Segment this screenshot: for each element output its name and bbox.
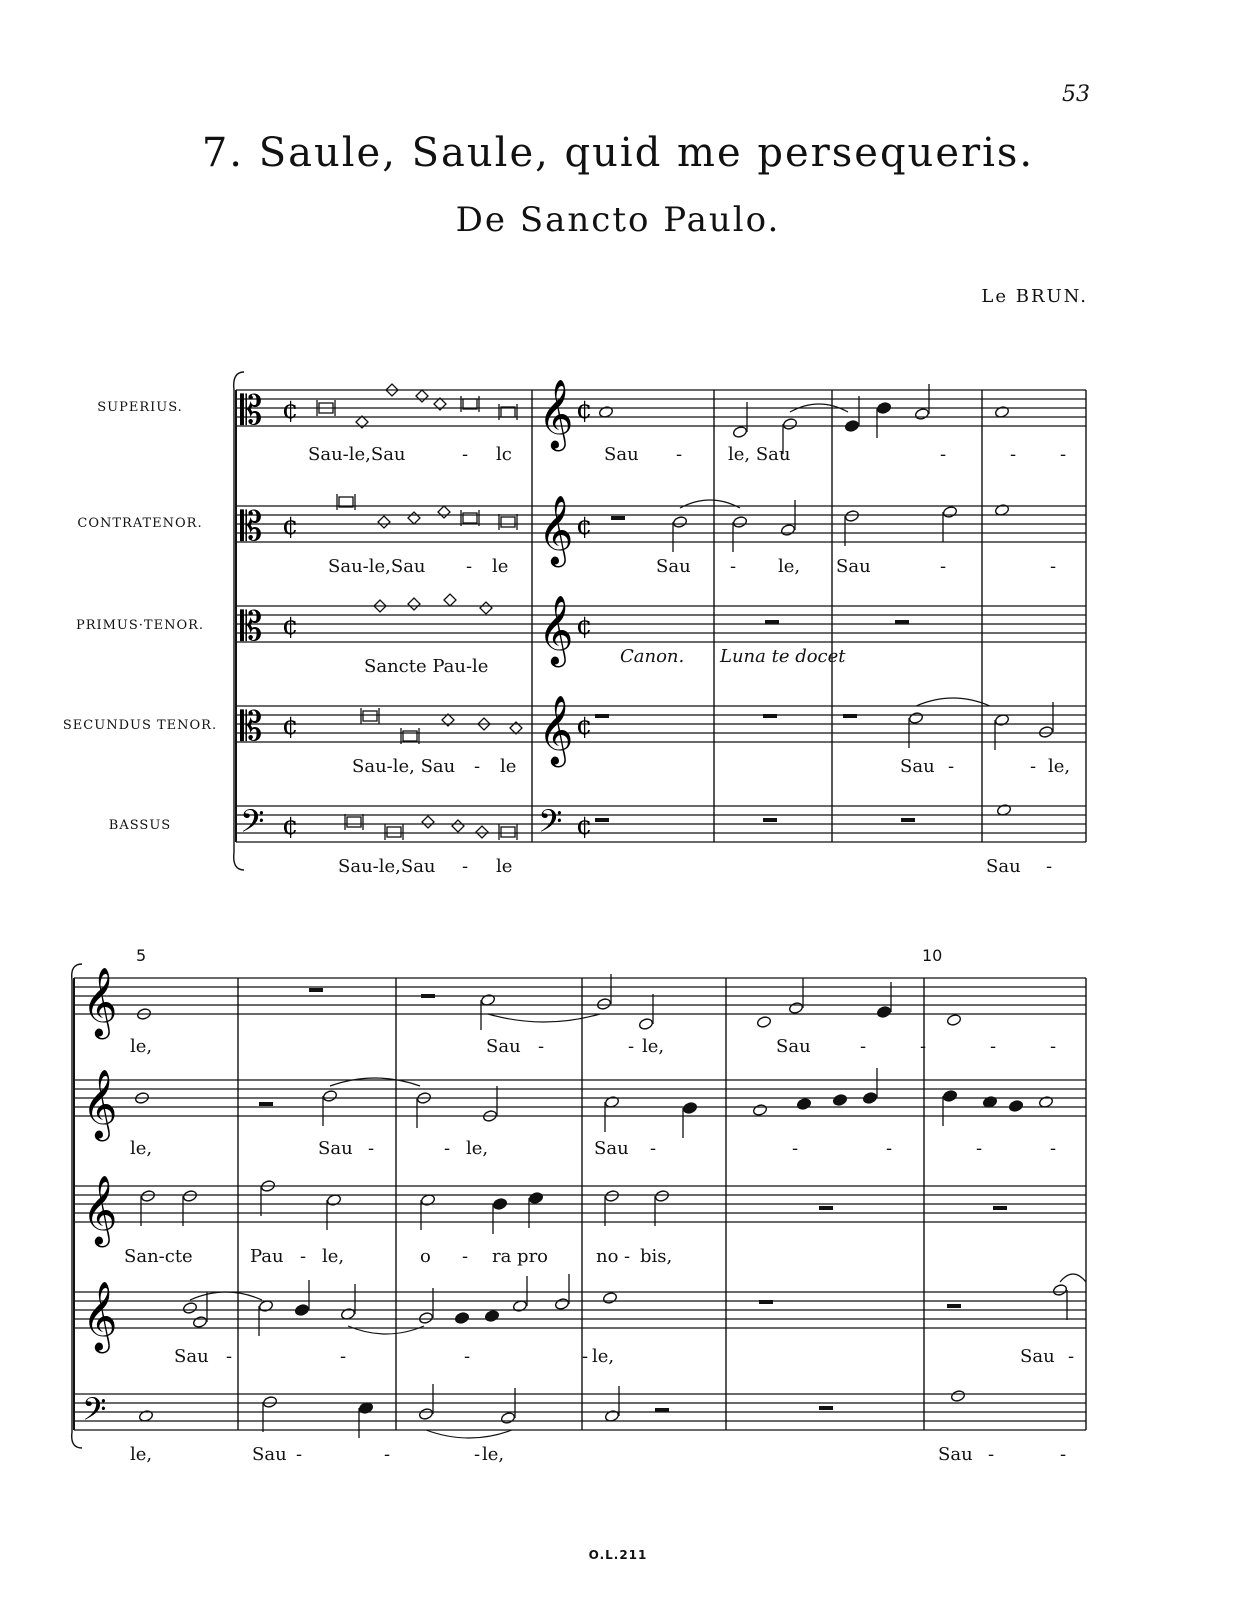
tie [680,500,740,508]
cut-time-icon: ¢ [282,511,299,541]
note-head [454,1311,469,1324]
note-head [654,1189,669,1202]
note-head [140,1189,155,1202]
note-head [484,1309,499,1322]
lyric: - [948,756,955,777]
lyric: lc [496,444,512,465]
lyric: Sau-le,Sau [308,444,406,465]
mensural-note [408,598,420,610]
note-head [732,425,747,438]
note-head [942,1089,957,1102]
mensural-note [422,816,434,828]
breve-note [501,827,515,837]
lyric: - [1060,1444,1067,1465]
mensural-note [444,594,456,606]
lyric: - [940,444,947,465]
lyric: Sau [604,444,639,465]
note-head [844,509,859,522]
breve-note [387,827,401,837]
rest [595,818,609,822]
mensural-note [438,506,450,518]
lyric: - [582,1346,589,1367]
voice-label-bassus: BASSUS [108,818,172,833]
note-head [942,505,957,518]
lyric: le, [778,556,801,577]
rest [759,1300,773,1304]
lyric: le [500,756,517,777]
voice-label-superius: SUPERIUS. [97,400,183,415]
lyric: le, Sau [728,444,791,465]
rest [595,714,609,718]
lyric: Sau [174,1346,209,1367]
note-head [682,1101,697,1114]
mensural-note [408,512,420,524]
lyric: Sau [318,1138,353,1159]
lyric: le, [130,1444,153,1465]
rest [763,818,777,822]
lyric: o [420,1246,431,1267]
c-clef-icon: 𝄡 [240,504,263,550]
lyric: Sau-le,Sau [338,856,436,877]
g-clef-icon: 𝄞 [82,967,118,1037]
lyric: - [384,1444,391,1465]
note-head [492,1197,507,1210]
rest [843,714,857,718]
c-clef-icon: 𝄡 [240,604,263,650]
lyric: - [990,1036,997,1057]
note-head [554,1297,569,1310]
lyric: - [340,1346,347,1367]
lyric: - [860,1036,867,1057]
f-clef-icon: 𝄢 [538,803,563,847]
note-head [1052,1283,1067,1296]
lyric: Sau-le,Sau [328,556,426,577]
cut-time-icon: ¢ [282,811,299,841]
lyric: le, [1048,756,1071,777]
cut-time-icon: ¢ [576,511,593,541]
lyric: Sancte Pau-le [364,656,489,677]
lyric: - [368,1138,375,1159]
mensural-note [452,820,464,832]
rest [763,714,777,718]
lyric: - [226,1346,233,1367]
note-head [756,1015,771,1028]
lyric: le, [322,1246,345,1267]
rest [947,1304,961,1308]
mensural-note [480,602,492,614]
rest [765,620,779,624]
lyric: - [466,556,473,577]
lyric: Sau [938,1444,973,1465]
note-head [788,1001,803,1014]
lyric: Sau [1020,1346,1055,1367]
cut-time-icon: ¢ [576,811,593,841]
tie [1060,1274,1086,1282]
lyric: San-cte [124,1246,193,1267]
lyric: Sau [656,556,691,577]
lyric: - [976,1138,983,1159]
lyric: - [624,1246,631,1267]
lyric: - [1046,856,1053,877]
note-head [604,1189,619,1202]
g-clef-icon: 𝄞 [538,695,574,765]
lyric: - [940,556,947,577]
note-head [192,1315,207,1328]
rest [993,1206,1007,1210]
lyric: - [474,756,481,777]
lyric: - [538,1036,545,1057]
note-head [876,401,891,414]
lyric: - [444,1138,451,1159]
mensural-note [476,826,488,838]
canon-text: Luna te docet [720,646,846,667]
cut-time-icon: ¢ [282,395,299,425]
note-head [1008,1099,1023,1112]
note-head [638,1017,653,1030]
voice-label-primus-tenor: PRIMUS·TENOR. [75,618,205,633]
rest [901,818,915,822]
lyric: le [496,856,513,877]
note-head [946,1013,961,1026]
lyric: bis, [640,1246,673,1267]
note-head [1038,725,1053,738]
cut-time-icon: ¢ [282,611,299,641]
lyric: Sau [900,756,935,777]
note-head [950,1389,965,1402]
note-head [262,1395,277,1408]
g-clef-icon: 𝄞 [538,495,574,565]
tie [488,1014,600,1022]
lyric: le, [482,1444,505,1465]
lyric: - [462,856,469,877]
piece-subtitle: De Sancto Paulo. [455,200,781,240]
lyric: - [1050,1138,1057,1159]
note-head [500,1411,515,1424]
tie [348,1326,424,1334]
lyric: - [300,1246,307,1267]
rest [655,1408,669,1412]
note-head [876,1005,891,1018]
canon-label: Canon. [620,646,685,667]
note-head [182,1301,197,1314]
note-head [182,1189,197,1202]
lyric: - [676,444,683,465]
note-head [596,997,611,1010]
lyric: le [492,556,509,577]
lyric: - [474,1444,481,1465]
note-head [914,407,929,420]
measure-number: 10 [922,946,943,965]
c-clef-icon: 𝄡 [240,388,263,434]
lyric: Sau [776,1036,811,1057]
c-clef-icon: 𝄡 [240,704,263,750]
rest [259,1102,273,1106]
lyric: - [296,1444,303,1465]
note-head [418,1311,433,1324]
g-clef-icon: 𝄞 [82,1175,118,1245]
lyric: Sau [252,1444,287,1465]
cut-time-icon: ¢ [576,611,593,641]
note-head [908,711,923,724]
lyric: - [792,1138,799,1159]
note-head [528,1191,543,1204]
lyric: Sau-le, Sau [352,756,456,777]
note-head [752,1103,767,1116]
breve-note [363,711,377,721]
lyric: - [464,1346,471,1367]
lyric: - [462,444,469,465]
lyric: ra pro [492,1246,549,1267]
note-head [602,1291,617,1304]
lyric: Sau [836,556,871,577]
tie [426,1430,512,1438]
lyric: - [886,1138,893,1159]
lyric: - [1050,1036,1057,1057]
note-head [322,1089,337,1102]
lyric: le, [130,1036,153,1057]
lyric: - [1068,1346,1075,1367]
g-clef-icon: 𝄞 [538,379,574,449]
g-clef-icon: 𝄞 [538,595,574,665]
rest [819,1206,833,1210]
note-head [844,419,859,432]
composer: Le BRUN. [981,286,1088,307]
f-clef-icon: 𝄢 [240,803,265,847]
breve-note [347,817,361,827]
rest [895,620,909,624]
lyric: - [462,1246,469,1267]
note-head [782,417,797,430]
lyric: - [1030,756,1037,777]
note-head [780,523,795,536]
lyric: - [1010,444,1017,465]
rest [611,516,625,520]
tie [916,698,990,706]
lyric: Pau [250,1246,284,1267]
voice-label-contratenor: CONTRATENOR. [77,516,203,531]
tie [190,1292,262,1300]
note-head [796,1097,811,1110]
voice-label-secundus-tenor: SECUNDUS TENOR. [62,718,218,733]
rest [819,1406,833,1410]
mensural-note [416,390,428,402]
cut-time-icon: ¢ [576,711,593,741]
lyric: Sau [486,1036,521,1057]
rest [309,988,323,992]
lyric: - [988,1444,995,1465]
publisher-plate: O.L.211 [588,1548,648,1562]
measure-number: 5 [136,946,147,965]
lyric: le, [642,1036,665,1057]
lyric: - [650,1138,657,1159]
note-head [672,515,687,528]
page-number: 53 [1062,82,1090,107]
breve-note [501,517,515,527]
lyric: Sau [986,856,1021,877]
note-head [418,1407,433,1420]
rest [421,994,435,998]
lyric: - [1060,444,1067,465]
lyric: - [1050,556,1057,577]
lyric: le, [130,1138,153,1159]
note-head [862,1091,877,1104]
g-clef-icon: 𝄞 [82,1281,118,1351]
tie [330,1078,420,1086]
cut-time-icon: ¢ [576,395,593,425]
lyric: Sau [594,1138,629,1159]
lyric: le, [466,1138,489,1159]
g-clef-icon: 𝄞 [82,1069,118,1139]
mensural-note [378,516,390,528]
note-head [832,1093,847,1106]
lyric: - [730,556,737,577]
lyric: - [920,1036,927,1057]
note-head [294,1303,309,1316]
cut-time-icon: ¢ [282,711,299,741]
piece-title: 7. Saule, Saule, quid me persequeris. [201,130,1035,176]
f-clef-icon: 𝄢 [82,1391,107,1435]
lyric: no [596,1246,619,1267]
lyric: le, [592,1346,615,1367]
note-head [732,515,747,528]
lyric: - [628,1036,635,1057]
